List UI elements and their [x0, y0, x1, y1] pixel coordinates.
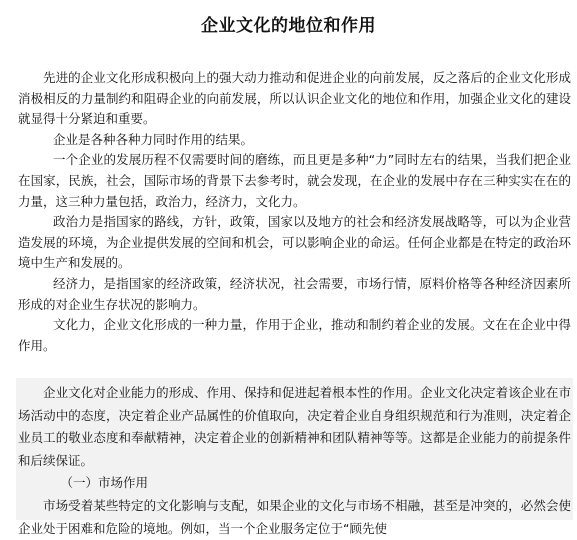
paragraph-capability: 企业文化对企业能力的形成、作用、保持和促进起着根本性的作用。企业文化决定着该企业在市场活动中的态度，决定着企业产品属性的价值取向，决定着企业自身组织规范和行为准则，决定着企业员工的敬业态度和奉献精神，决定着企业的创新精神和团队精神等等。这都是企业能力的前提条件和后续保证。 [18, 385, 571, 468]
paragraph-market: 市场受着某些特定的文化影响与支配，如果企业的文化与市场不相融，甚至是冲突的，必然会使企业处于困难和危险的境地。例如，当一个企业服务定位于“顾先使 [18, 497, 571, 536]
paragraph-political-force: 政治力是指国家的路线，方针，政策，国家以及地方的社会和经济发展战略等，可以为企业营造发展的环境，为企业提供发展的空间和机会，可以影响企业的命运。任何企业都是在特定的政治环境中生产和发展的。 [18, 214, 571, 271]
paragraph-cultural-force: 文化力，企业文化形成的一种力量，作用于企业，推动和制约着企业的发展。文在在企业中得作用。 [18, 317, 571, 353]
subheading-market-role: （一）市场作用 [60, 475, 149, 491]
document-body-section-1 [18, 68, 571, 356]
paragraph-forces-heading: 企业是各种各种力同时作用的结果。 [53, 131, 254, 147]
paragraph-intro: 先进的企业文化形成积极向上的强大动力推动和促进企业的向前发展，反之落后的企业文化形成消极相反的力量制约和阻碍企业的向前发展，所以认识企业文化的地位和作用，加强企业文化的建设就显得十分紧迫和重要。 [18, 70, 571, 127]
document-body-section-2 [18, 382, 571, 540]
paragraph-three-forces: 一个企业的发展历程不仅需要时间的磨练，而且更是多种“力”同时左右的结果，当我们把企业在国家，民族，社会，国际市场的背景下去参考时，就会发现，在企业的发展中存在三种实实在在的力量，这三种力量包括，政治力，经济力，文化力。 [18, 152, 571, 209]
document-title: 企业文化的地位和作用 [201, 16, 376, 36]
paragraph-economic-force: 经济力，是指国家的经济政策，经济状况，社会需要，市场行情，原料价格等各种经济因素所形成的对企业生存状况的影响力。 [18, 275, 571, 312]
